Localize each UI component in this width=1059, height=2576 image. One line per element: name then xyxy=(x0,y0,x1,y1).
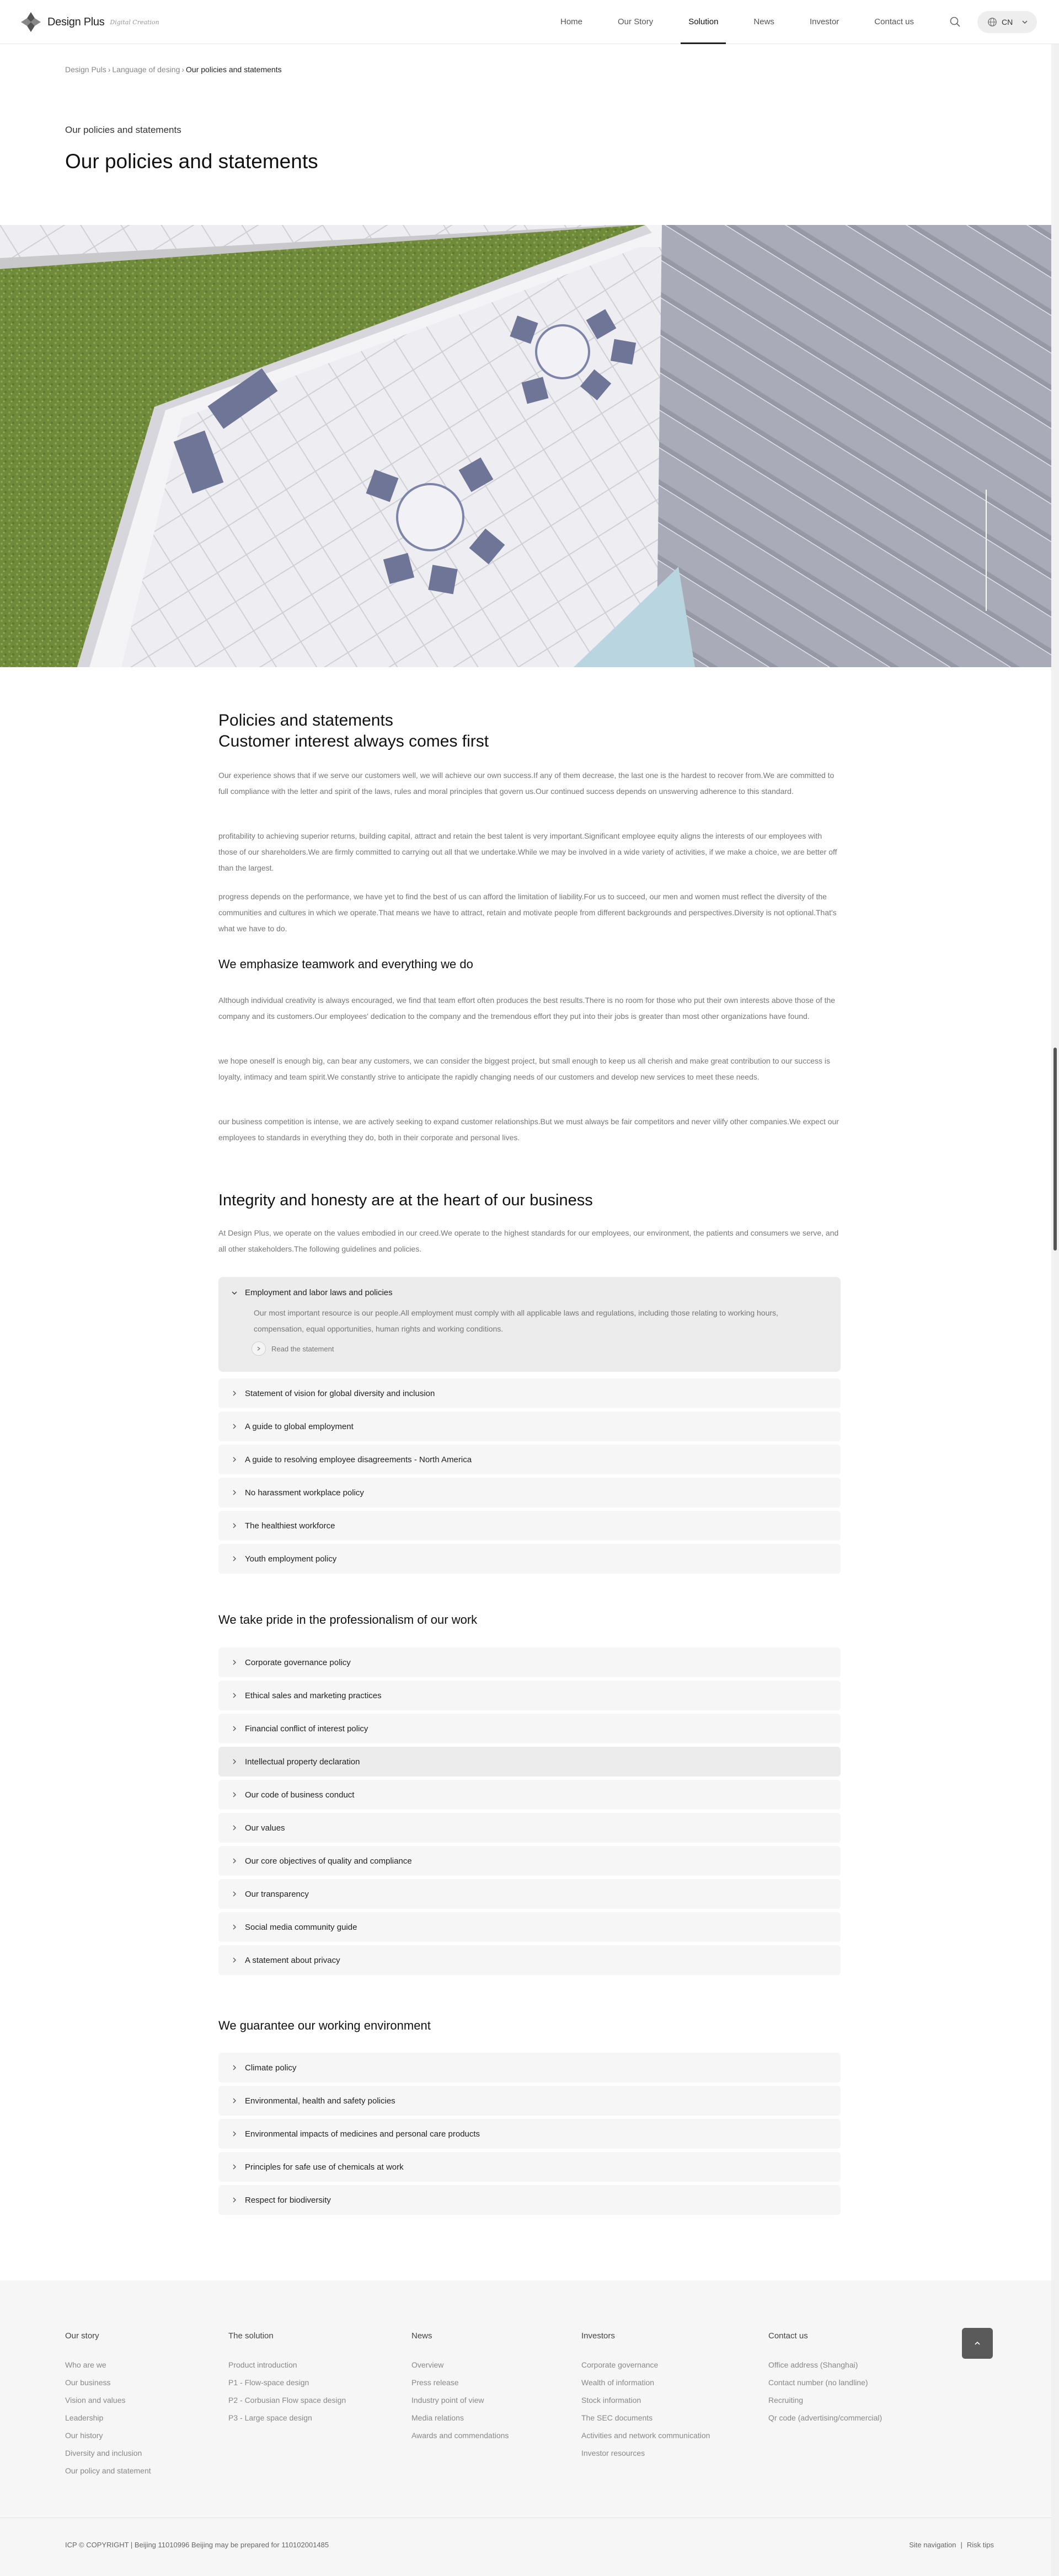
accordion-label: Principles for safe use of chemicals at work xyxy=(245,2162,404,2172)
footer-link[interactable]: Leadership xyxy=(65,2413,104,2422)
nav-solution[interactable]: Solution xyxy=(688,0,718,44)
teamwork-paragraph: we hope oneself is enough big, can bear any customers, we can consider the biggest project, but small enough to keep us all cherish and make great contribution to our success is loyalty, intimacy and team spirit.We constantly strive to anticipate the rapidly changing needs of our customers and develop new services to meet these needs. xyxy=(218,1056,830,1081)
nav-news[interactable]: News xyxy=(753,17,774,26)
accordion-item[interactable] xyxy=(218,1681,841,1710)
language-switcher[interactable] xyxy=(977,11,1037,33)
chevron-right-icon xyxy=(231,1489,238,1496)
accordion-label: Our core objectives of quality and compliance xyxy=(245,1856,412,1866)
footer-column xyxy=(65,2331,151,2480)
chevron-down-icon xyxy=(1021,19,1028,25)
breadcrumb xyxy=(65,65,282,74)
accordion-label: Intellectual property declaration xyxy=(245,1757,360,1767)
footer-link[interactable]: Office address (Shanghai) xyxy=(768,2360,858,2369)
footer-link[interactable]: Overview xyxy=(411,2360,444,2369)
accordion-item[interactable] xyxy=(218,1879,841,1909)
chevron-right-icon xyxy=(231,1791,238,1799)
footer-link[interactable]: P3 - Large space design xyxy=(228,2413,312,2422)
footer-column xyxy=(228,2331,346,2427)
chevron-right-icon xyxy=(231,1725,238,1732)
nav-investor[interactable]: Investor xyxy=(809,17,839,26)
footer-link[interactable]: P2 - Corbusian Flow space design xyxy=(228,2396,346,2405)
footer-link[interactable]: Our history xyxy=(65,2431,103,2440)
accordion-label: Social media community guide xyxy=(245,1922,357,1932)
footer-column-title: Contact us xyxy=(768,2331,808,2341)
accordion-item[interactable] xyxy=(218,1445,841,1474)
accordion-item[interactable] xyxy=(218,2053,841,2083)
accordion-label: A statement about privacy xyxy=(245,1955,340,1965)
accordion-label: No harassment workplace policy xyxy=(245,1488,364,1498)
footer-column-title: The solution xyxy=(228,2331,274,2341)
accordion-item[interactable] xyxy=(218,1378,841,1408)
footer-link[interactable]: Media relations xyxy=(411,2413,464,2422)
footer-column xyxy=(768,2331,882,2427)
logo-text: Design Plus xyxy=(47,15,105,28)
footer-link[interactable]: Vision and values xyxy=(65,2396,126,2405)
footer-link[interactable]: Awards and commendations xyxy=(411,2431,509,2440)
chevron-right-icon xyxy=(231,1923,238,1931)
accordion-label: Our code of business conduct xyxy=(245,1790,355,1800)
copyright-text: ICP © COPYRIGHT | Beijing 11010996 Beijing may be prepared for 110102001485 xyxy=(65,2541,329,2549)
accordion-item[interactable] xyxy=(218,2185,841,2215)
accordion-item[interactable] xyxy=(218,1813,841,1843)
accordion-label: Statement of vision for global diversity and inclusion xyxy=(245,1388,435,1398)
footer-column-title: Investors xyxy=(581,2331,615,2341)
accordion-label: Climate policy xyxy=(245,2063,297,2073)
accordion-item[interactable] xyxy=(218,1544,841,1574)
accordion-item[interactable] xyxy=(218,1747,841,1777)
accordion-item[interactable] xyxy=(218,1714,841,1743)
chevron-right-icon xyxy=(231,2130,238,2138)
chevron-right-icon xyxy=(231,1890,238,1898)
accordion-item[interactable] xyxy=(218,1846,841,1876)
site-footer xyxy=(0,2280,1059,2576)
chevron-down-icon xyxy=(231,1289,238,1297)
footer-link[interactable]: Stock information xyxy=(581,2396,641,2405)
risk-tips-link[interactable]: Risk tips xyxy=(966,2541,994,2549)
accordion-label: Our values xyxy=(245,1823,285,1833)
read-statement-link[interactable] xyxy=(252,1341,828,1356)
intro-paragraph: profitability to achieving superior returns, building capital, attract and retain the best talent is very important.Significant employee equity aligns the interests of our employees with those of our shareholders.We are firmly committed to carrying out all that we undertake.While we may be involved in a wide variety of activities, if we make a choice, we are better off than the largest. xyxy=(218,831,837,872)
integrity-title: Integrity and honesty are at the heart of our business xyxy=(218,1192,593,1209)
chevron-right-icon xyxy=(231,1692,238,1699)
footer-column-title: Our story xyxy=(65,2331,99,2341)
accordion-item[interactable] xyxy=(218,2119,841,2149)
accordion-header[interactable] xyxy=(231,1288,828,1297)
intro-paragraph: Our experience shows that if we serve our customers well, we will achieve our own success.If any of them decrease, the last one is the hardest to recover from.We are committed to full compliance with the letter and spirit of the laws, rules and moral principles that govern us.Our continued success depends on unswerving adherence to this standard. xyxy=(218,771,835,796)
footer-link[interactable]: Investor resources xyxy=(581,2449,645,2457)
footer-link[interactable]: Product introduction xyxy=(228,2360,297,2369)
accordion-item[interactable] xyxy=(218,1780,841,1810)
footer-link[interactable]: Recruiting xyxy=(768,2396,804,2405)
chevron-right-icon xyxy=(231,1423,238,1430)
page-title: Our policies and statements xyxy=(65,150,318,173)
accordion-label: Financial conflict of interest policy xyxy=(245,1724,368,1734)
chevron-right-icon xyxy=(231,1522,238,1530)
footer-column-title: News xyxy=(411,2331,432,2341)
logo-mark-icon xyxy=(20,11,42,33)
accordion-item[interactable] xyxy=(218,1945,841,1975)
intro-paragraph: progress depends on the performance, we have yet to find the best of us can afford the limitation of liability.For us to succeed, our men and women must reflect the diversity of the communities and cultures in which we operate.That means we have to attract, retain and motivate people from different backgrounds and perspectives.Diversity is not optional.That's what we have to do. xyxy=(218,892,837,933)
footer-links xyxy=(909,2541,994,2549)
chevron-right-icon xyxy=(231,2196,238,2204)
footer-link[interactable]: Press release xyxy=(411,2378,459,2387)
footer-column xyxy=(581,2331,710,2462)
nav-our-story[interactable]: Our Story xyxy=(618,17,654,26)
chevron-right-icon xyxy=(231,1824,238,1832)
footer-link[interactable]: The SEC documents xyxy=(581,2413,653,2422)
logo[interactable] xyxy=(20,11,159,33)
accordion-label: A guide to global employment xyxy=(245,1421,354,1431)
accordion-item[interactable] xyxy=(218,1912,841,1942)
accordion-label: Environmental impacts of medicines and personal care products xyxy=(245,2129,480,2139)
breadcrumb-current: Our policies and statements xyxy=(186,65,282,74)
footer-link[interactable]: P1 - Flow-space design xyxy=(228,2378,309,2387)
accordion-label: Environmental, health and safety policies xyxy=(245,2096,395,2106)
chevron-right-icon xyxy=(231,1857,238,1865)
breadcrumb-separator: › xyxy=(108,65,111,74)
nav-contact-us[interactable]: Contact us xyxy=(874,17,914,26)
footer-link-separator: | xyxy=(960,2541,962,2549)
accordion-item[interactable] xyxy=(218,1478,841,1507)
environment-title: We guarantee our working environment xyxy=(218,2019,431,2032)
professionalism-title: We take pride in the professionalism of our work xyxy=(218,1613,478,1627)
main-nav xyxy=(552,0,914,44)
teamwork-title: We emphasize teamwork and everything we do xyxy=(218,957,473,971)
footer-link[interactable]: Our business xyxy=(65,2378,111,2387)
hero-image xyxy=(0,225,1059,667)
chevron-up-icon xyxy=(974,2339,981,2347)
accordion-item[interactable] xyxy=(218,2152,841,2182)
footer-link[interactable]: Qr code (advertising/commercial) xyxy=(768,2413,882,2422)
chevron-right-icon xyxy=(231,1389,238,1397)
accordion-description: Our most important resource is our people.All employment must comply with all applicable laws and regulations, including those relating to working hours, compensation, equal opportunities, human rights and working conditions. xyxy=(254,1308,778,1333)
footer-link[interactable]: Corporate governance xyxy=(581,2360,659,2369)
read-statement-label: Read the statement xyxy=(271,1344,334,1353)
chevron-right-icon xyxy=(231,2097,238,2105)
footer-link[interactable]: Activities and network communication xyxy=(581,2431,710,2440)
accordion-label: Employment and labor laws and policies xyxy=(245,1288,393,1297)
chevron-right-icon xyxy=(231,1555,238,1563)
back-to-top-button[interactable] xyxy=(962,2328,993,2359)
accordion-item[interactable] xyxy=(218,1511,841,1541)
chevron-right-icon xyxy=(231,2163,238,2171)
chevron-right-icon xyxy=(231,1456,238,1463)
teamwork-paragraph: our business competition is intense, we are actively seeking to expand customer relationships.But we must always be fair competitors and never vilify other companies.We expect our employees to standards in everything they do, both in their corporate and personal lives. xyxy=(218,1117,839,1142)
nav-home[interactable]: Home xyxy=(560,17,583,26)
footer-column xyxy=(411,2331,509,2444)
arrow-right-icon xyxy=(252,1341,266,1356)
site-header xyxy=(0,0,1059,44)
chevron-right-icon xyxy=(231,2064,238,2071)
accordion-label: Ethical sales and marketing practices xyxy=(245,1690,382,1700)
integrity-intro: At Design Plus, we operate on the values embodied in our creed.We operate to the highest standards for our employees, our environment, the patients and consumers we serve, and all other stakeholders.The following guidelines and policies. xyxy=(218,1228,839,1253)
accordion-item[interactable] xyxy=(218,2086,841,2116)
breadcrumb-home[interactable]: Design Puls xyxy=(65,65,106,74)
breadcrumb-language[interactable]: Language of desing xyxy=(112,65,180,74)
page-eyebrow: Our policies and statements xyxy=(65,125,181,135)
rooftop-terrace-illustration xyxy=(0,225,1059,667)
chevron-right-icon xyxy=(231,1758,238,1765)
scrollbar-thumb[interactable] xyxy=(1053,1048,1057,1251)
chevron-right-icon xyxy=(231,1659,238,1666)
chevron-right-icon xyxy=(231,1956,238,1964)
language-label: CN xyxy=(1002,18,1013,26)
accordion-item-open xyxy=(218,1277,841,1372)
accordion-label: Our transparency xyxy=(245,1889,309,1899)
footer-link[interactable]: Industry point of view xyxy=(411,2396,484,2405)
intro-title-1: Policies and statements xyxy=(218,711,393,729)
accordion-item[interactable] xyxy=(218,1412,841,1441)
intro-title-2: Customer interest always comes first xyxy=(218,732,489,750)
breadcrumb-separator: › xyxy=(181,65,185,74)
footer-link[interactable]: Who are we xyxy=(65,2360,106,2369)
accordion-label: The healthiest workforce xyxy=(245,1521,335,1531)
site-navigation-link[interactable]: Site navigation xyxy=(909,2541,956,2549)
teamwork-paragraph: Although individual creativity is always encouraged, we find that team effort often produces the best results.There is no room for those who put their own interests above those of the company and its customers.Our employees' dedication to the company and the tremendous effort they put into their jobs is greater than most other organizations have found. xyxy=(218,996,836,1021)
intro-section xyxy=(218,710,841,752)
scrollbar-track[interactable] xyxy=(1051,44,1059,2576)
accordion-label: Youth employment policy xyxy=(245,1554,337,1564)
accordion-label: Corporate governance policy xyxy=(245,1657,351,1667)
footer-link[interactable]: Wealth of information xyxy=(581,2378,655,2387)
accordion-label: Respect for biodiversity xyxy=(245,2195,331,2205)
footer-link[interactable]: Diversity and inclusion xyxy=(65,2449,142,2457)
logo-script: Digital Creation xyxy=(110,18,159,26)
search-icon[interactable] xyxy=(949,15,962,29)
accordion-item[interactable] xyxy=(218,1647,841,1677)
footer-link[interactable]: Our policy and statement xyxy=(65,2466,151,2475)
footer-link[interactable]: Contact number (no landline) xyxy=(768,2378,868,2387)
globe-icon xyxy=(987,17,997,27)
accordion-label: A guide to resolving employee disagreements - North America xyxy=(245,1455,472,1464)
